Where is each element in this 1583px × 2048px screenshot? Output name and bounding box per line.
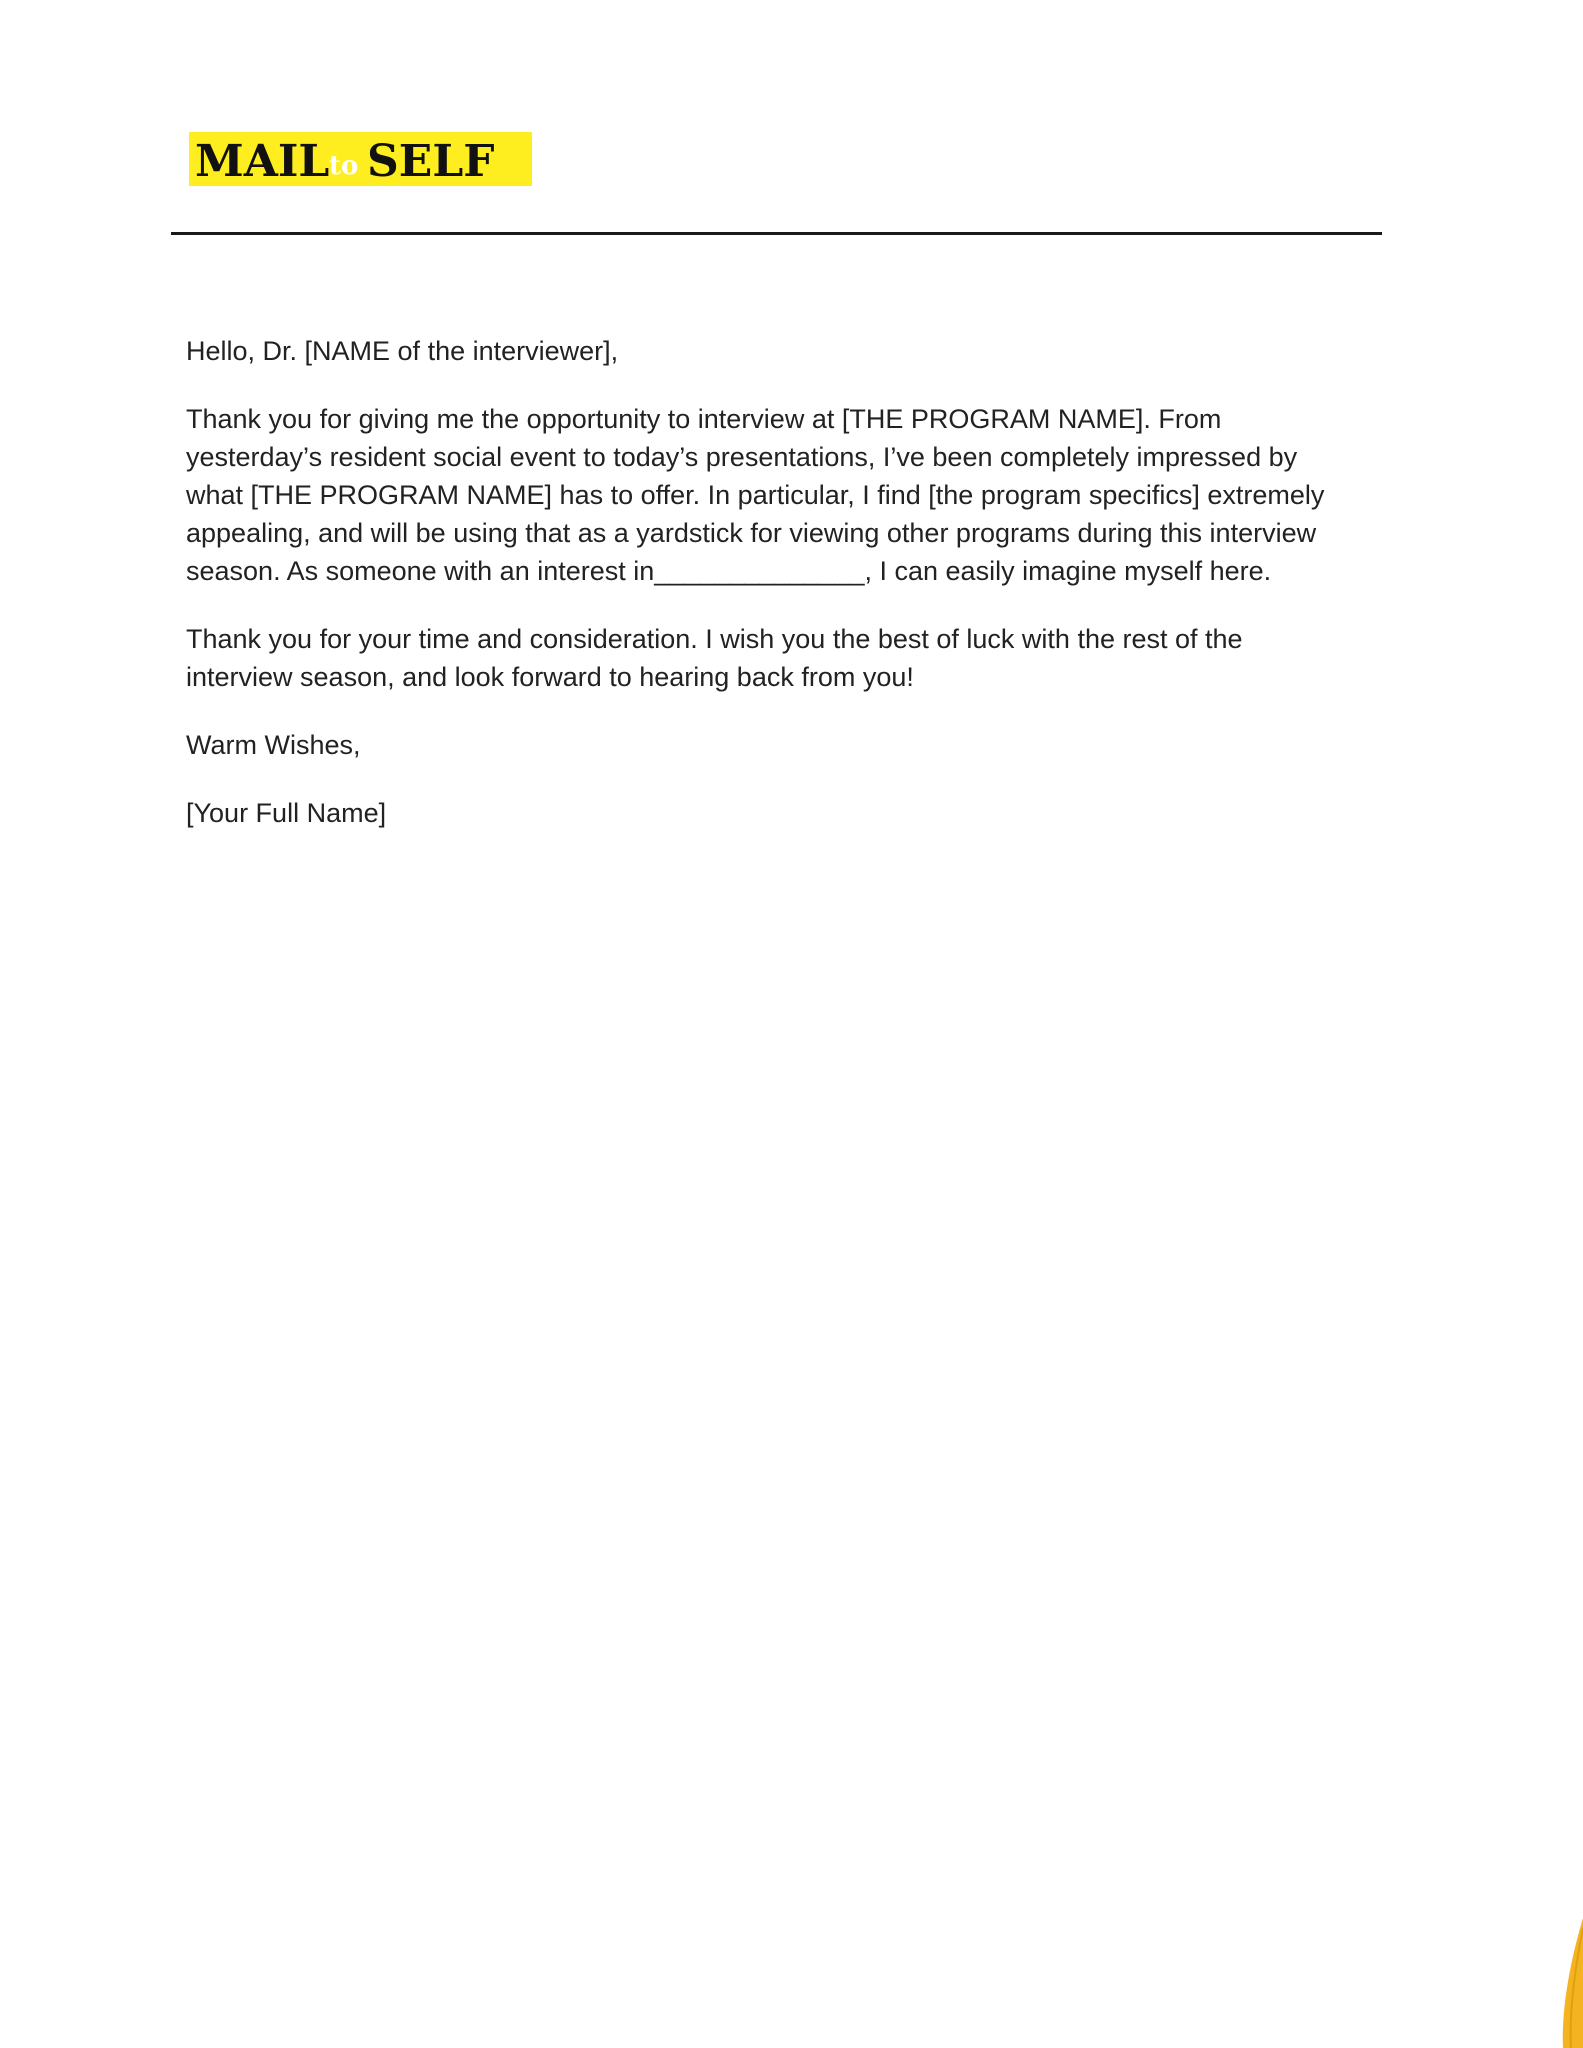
paragraph-1-line: season. As someone with an interest in______________, I can easily imagine myself here.	[186, 556, 1272, 586]
paragraph-2-line: interview season, and look forward to hearing back from you!	[186, 662, 914, 692]
corner-swoosh-decoration	[1543, 1918, 1583, 2048]
mailtoself-logo	[189, 132, 532, 186]
logo-text-to: to	[329, 151, 359, 181]
paragraph-2	[186, 620, 1406, 696]
paragraph-1-line: Thank you for giving me the opportunity to interview at [THE PROGRAM NAME]. From	[186, 404, 1222, 434]
logo-text-self: SELF	[367, 136, 495, 186]
salutation: Hello, Dr. [NAME of the interviewer],	[186, 336, 619, 366]
closing: Warm Wishes,	[186, 730, 361, 760]
swoosh-shape	[1563, 1918, 1583, 2048]
paragraph-1-line: appealing, and will be using that as a yardstick for viewing other programs during this interview	[186, 518, 1317, 548]
logo-text-mail: MAIL	[195, 136, 330, 186]
logo-wordmark	[189, 132, 532, 186]
paragraph-1-line: what [THE PROGRAM NAME] has to offer. In particular, I find [the program specifics] extremely	[186, 480, 1325, 510]
letter-body	[186, 332, 1406, 862]
header-divider	[171, 232, 1382, 235]
paragraph-1-line: yesterday’s resident social event to today’s presentations, I’ve been completely impressed by	[186, 442, 1298, 472]
paragraph-2-line: Thank you for your time and consideration. I wish you the best of luck with the rest of the	[186, 624, 1243, 654]
paragraph-1	[186, 400, 1406, 590]
signature: [Your Full Name]	[186, 798, 387, 828]
